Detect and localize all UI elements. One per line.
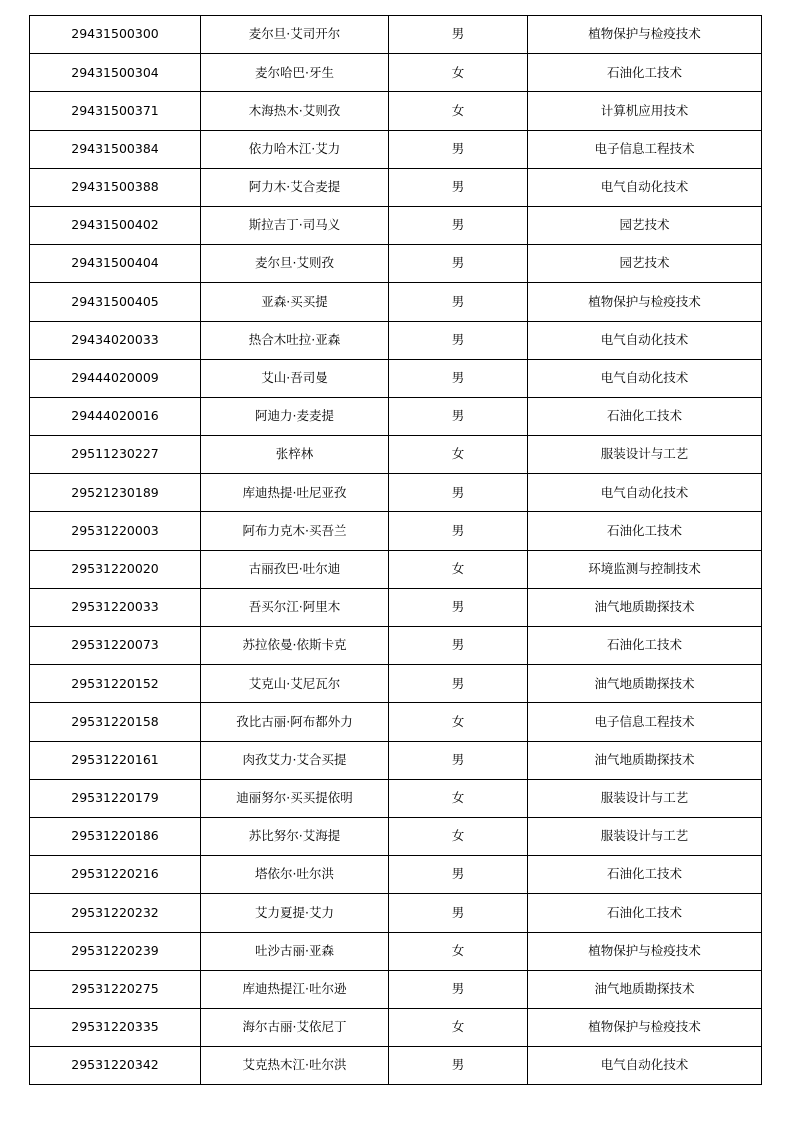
- gender-cell: 男: [389, 856, 528, 894]
- student-roster-table: [29, 15, 762, 1085]
- exam-number-cell: 29431500304: [30, 54, 201, 92]
- major-cell: 计算机应用技术: [528, 92, 762, 130]
- table-row: [30, 703, 762, 741]
- student-name-cell: 吐沙古丽·亚森: [201, 932, 389, 970]
- gender-cell: 男: [389, 627, 528, 665]
- exam-number-cell: 29444020016: [30, 397, 201, 435]
- major-cell: 电气自动化技术: [528, 1047, 762, 1085]
- gender-cell: 男: [389, 130, 528, 168]
- gender-cell: 男: [389, 245, 528, 283]
- gender-cell: 女: [389, 550, 528, 588]
- major-cell: 植物保护与检疫技术: [528, 932, 762, 970]
- exam-number-cell: 29431500404: [30, 245, 201, 283]
- student-name-cell: 依力哈木江·艾力: [201, 130, 389, 168]
- table-row: [30, 359, 762, 397]
- exam-number-cell: 29431500388: [30, 168, 201, 206]
- student-name-cell: 阿迪力·麦麦提: [201, 397, 389, 435]
- gender-cell: 男: [389, 359, 528, 397]
- student-name-cell: 热合木吐拉·亚森: [201, 321, 389, 359]
- student-name-cell: 麦尔旦·艾司开尔: [201, 16, 389, 54]
- gender-cell: 男: [389, 665, 528, 703]
- major-cell: 电气自动化技术: [528, 359, 762, 397]
- major-cell: 油气地质勘探技术: [528, 741, 762, 779]
- student-name-cell: 艾力夏提·艾力: [201, 894, 389, 932]
- exam-number-cell: 29431500300: [30, 16, 201, 54]
- table-row: [30, 856, 762, 894]
- major-cell: 石油化工技术: [528, 54, 762, 92]
- student-name-cell: 阿力木·艾合麦提: [201, 168, 389, 206]
- student-name-cell: 亚森·买买提: [201, 283, 389, 321]
- gender-cell: 女: [389, 779, 528, 817]
- table-row: [30, 627, 762, 665]
- student-name-cell: 艾山·吾司曼: [201, 359, 389, 397]
- exam-number-cell: 29531220020: [30, 550, 201, 588]
- major-cell: 石油化工技术: [528, 894, 762, 932]
- exam-number-cell: 29531220335: [30, 1008, 201, 1046]
- major-cell: 油气地质勘探技术: [528, 665, 762, 703]
- gender-cell: 男: [389, 16, 528, 54]
- exam-number-cell: 29434020033: [30, 321, 201, 359]
- table-row: [30, 245, 762, 283]
- gender-cell: 女: [389, 1008, 528, 1046]
- major-cell: 石油化工技术: [528, 627, 762, 665]
- major-cell: 服装设计与工艺: [528, 817, 762, 855]
- student-name-cell: 木海热木·艾则孜: [201, 92, 389, 130]
- exam-number-cell: 29531220232: [30, 894, 201, 932]
- exam-number-cell: 29531220179: [30, 779, 201, 817]
- exam-number-cell: 29521230189: [30, 474, 201, 512]
- student-name-cell: 苏比努尔·艾海提: [201, 817, 389, 855]
- gender-cell: 男: [389, 321, 528, 359]
- exam-number-cell: 29531220216: [30, 856, 201, 894]
- table-row: [30, 970, 762, 1008]
- student-name-cell: 海尔古丽·艾依尼丁: [201, 1008, 389, 1046]
- exam-number-cell: 29531220158: [30, 703, 201, 741]
- student-name-cell: 孜比古丽·阿布都外力: [201, 703, 389, 741]
- gender-cell: 女: [389, 703, 528, 741]
- major-cell: 植物保护与检疫技术: [528, 283, 762, 321]
- major-cell: 园艺技术: [528, 206, 762, 244]
- table-row: [30, 130, 762, 168]
- exam-number-cell: 29531220033: [30, 588, 201, 626]
- table-row: [30, 16, 762, 54]
- table-row: [30, 397, 762, 435]
- table-row: [30, 779, 762, 817]
- table-row: [30, 817, 762, 855]
- exam-number-cell: 29531220275: [30, 970, 201, 1008]
- table-row: [30, 168, 762, 206]
- major-cell: 电气自动化技术: [528, 168, 762, 206]
- exam-number-cell: 29531220073: [30, 627, 201, 665]
- gender-cell: 男: [389, 397, 528, 435]
- major-cell: 石油化工技术: [528, 512, 762, 550]
- gender-cell: 男: [389, 283, 528, 321]
- student-name-cell: 张梓林: [201, 436, 389, 474]
- major-cell: 服装设计与工艺: [528, 436, 762, 474]
- major-cell: 油气地质勘探技术: [528, 970, 762, 1008]
- exam-number-cell: 29531220186: [30, 817, 201, 855]
- major-cell: 植物保护与检疫技术: [528, 1008, 762, 1046]
- gender-cell: 女: [389, 817, 528, 855]
- gender-cell: 女: [389, 436, 528, 474]
- roster-body: [30, 16, 762, 1085]
- student-name-cell: 库迪热提·吐尼亚孜: [201, 474, 389, 512]
- gender-cell: 男: [389, 588, 528, 626]
- gender-cell: 女: [389, 54, 528, 92]
- gender-cell: 女: [389, 92, 528, 130]
- exam-number-cell: 29531220161: [30, 741, 201, 779]
- major-cell: 电气自动化技术: [528, 321, 762, 359]
- major-cell: 环境监测与控制技术: [528, 550, 762, 588]
- table-row: [30, 665, 762, 703]
- table-row: [30, 512, 762, 550]
- student-name-cell: 麦尔旦·艾则孜: [201, 245, 389, 283]
- table-row: [30, 321, 762, 359]
- gender-cell: 男: [389, 206, 528, 244]
- exam-number-cell: 29531220152: [30, 665, 201, 703]
- major-cell: 石油化工技术: [528, 397, 762, 435]
- table-row: [30, 283, 762, 321]
- student-name-cell: 肉孜艾力·艾合买提: [201, 741, 389, 779]
- student-name-cell: 阿布力克木·买吾兰: [201, 512, 389, 550]
- student-name-cell: 艾克山·艾尼瓦尔: [201, 665, 389, 703]
- major-cell: 油气地质勘探技术: [528, 588, 762, 626]
- gender-cell: 男: [389, 741, 528, 779]
- student-name-cell: 吾买尔江·阿里木: [201, 588, 389, 626]
- table-row: [30, 436, 762, 474]
- major-cell: 服装设计与工艺: [528, 779, 762, 817]
- table-row: [30, 54, 762, 92]
- exam-number-cell: 29531220003: [30, 512, 201, 550]
- major-cell: 园艺技术: [528, 245, 762, 283]
- student-name-cell: 古丽孜巴·吐尔迪: [201, 550, 389, 588]
- table-row: [30, 588, 762, 626]
- table-row: [30, 206, 762, 244]
- exam-number-cell: 29431500384: [30, 130, 201, 168]
- table-row: [30, 1047, 762, 1085]
- gender-cell: 男: [389, 512, 528, 550]
- table-row: [30, 550, 762, 588]
- major-cell: 电气自动化技术: [528, 474, 762, 512]
- table-row: [30, 741, 762, 779]
- student-name-cell: 迪丽努尔·买买提依明: [201, 779, 389, 817]
- gender-cell: 男: [389, 970, 528, 1008]
- exam-number-cell: 29531220239: [30, 932, 201, 970]
- student-name-cell: 苏拉依曼·依斯卡克: [201, 627, 389, 665]
- student-name-cell: 艾克热木江·吐尔洪: [201, 1047, 389, 1085]
- table-row: [30, 1008, 762, 1046]
- major-cell: 电子信息工程技术: [528, 130, 762, 168]
- gender-cell: 女: [389, 932, 528, 970]
- exam-number-cell: 29511230227: [30, 436, 201, 474]
- gender-cell: 男: [389, 894, 528, 932]
- exam-number-cell: 29431500402: [30, 206, 201, 244]
- table-row: [30, 474, 762, 512]
- student-name-cell: 塔依尔·吐尔洪: [201, 856, 389, 894]
- exam-number-cell: 29444020009: [30, 359, 201, 397]
- gender-cell: 男: [389, 168, 528, 206]
- exam-number-cell: 29431500405: [30, 283, 201, 321]
- student-name-cell: 斯拉吉丁·司马义: [201, 206, 389, 244]
- table-row: [30, 92, 762, 130]
- major-cell: 植物保护与检疫技术: [528, 16, 762, 54]
- exam-number-cell: 29531220342: [30, 1047, 201, 1085]
- gender-cell: 男: [389, 1047, 528, 1085]
- gender-cell: 男: [389, 474, 528, 512]
- exam-number-cell: 29431500371: [30, 92, 201, 130]
- major-cell: 石油化工技术: [528, 856, 762, 894]
- student-name-cell: 麦尔哈巴·牙生: [201, 54, 389, 92]
- table-row: [30, 894, 762, 932]
- major-cell: 电子信息工程技术: [528, 703, 762, 741]
- table-row: [30, 932, 762, 970]
- student-name-cell: 库迪热提江·吐尔逊: [201, 970, 389, 1008]
